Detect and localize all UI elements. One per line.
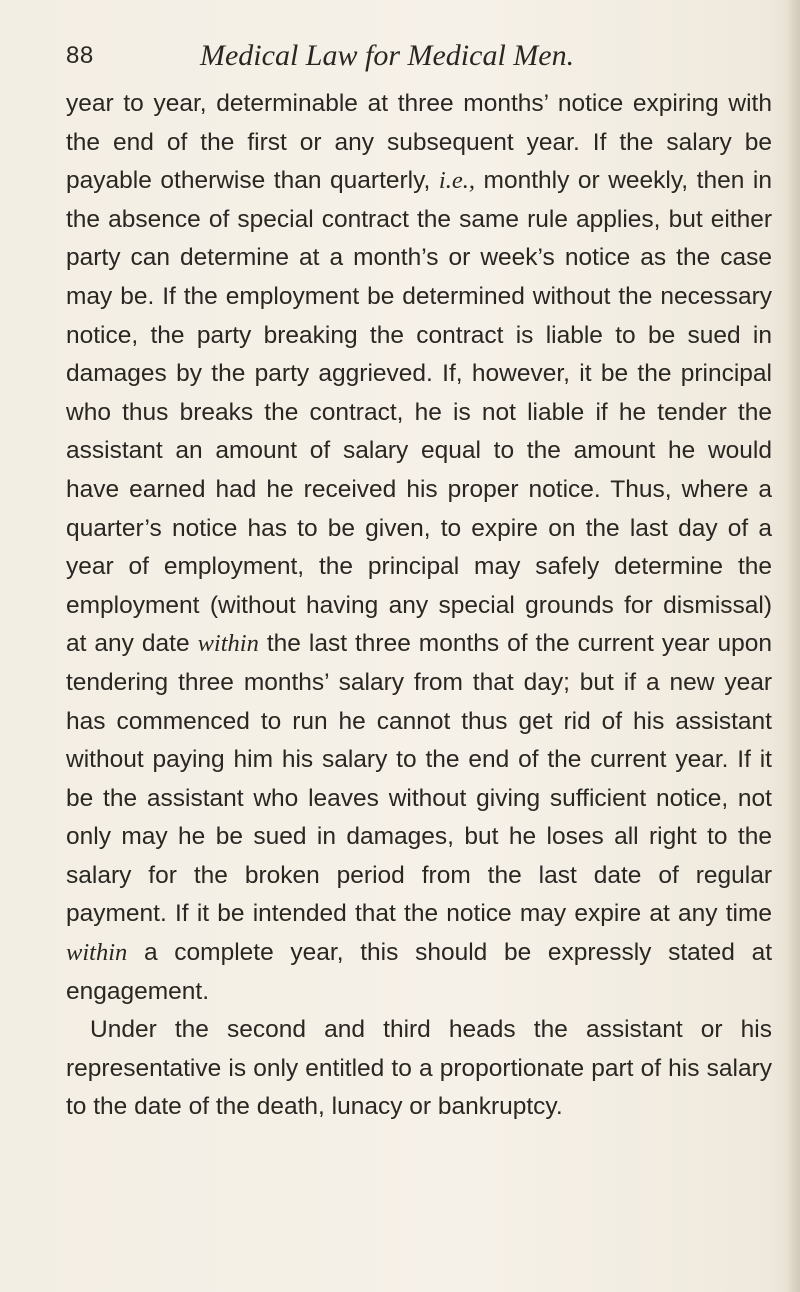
paragraph [66,85,772,1011]
text-run: monthly or weekly, then in the absence of special contract the same rule applies, but either party can determine at a month’s or week’s notice as the case may be. If the employment be determined without the necessary notice, the party breaking the contract is liable to be sued in damages by the party aggrieved. If, however, it be the principal who thus breaks the contract, he is not liable if he tender the assistant an amount of salary equal to the amount he would have earned had he received his proper notice. Thus, where a quarter’s notice has to be given, to expire on the last day of a year of employment, the principal may safely determine the employment (without having any special grounds for dismissal) at any date [66,167,772,658]
text-run: a complete year, this should be expressly stated at engagement. [66,939,772,1005]
italic-run: within [66,939,128,967]
italic-run: i.e., [438,167,475,195]
page-header [66,36,766,76]
text-run: the last three months of the current year upon tendering three months’ salary from that day; but if a new year has commenced to run he cannot thus get rid of his assistant without paying him his salary to the end of the current year. If it be the assistant who leaves without giving sufficient notice, not only may he be sued in damages, but he loses all right to the salary for the broken period from the last date of regular payment. If it be intended that the notice may expire at any time [66,630,772,928]
italic-run: within [197,630,259,658]
text-run: Under the second and third heads the assistant or his representative is only entitled to a proportionate part of his salary to the date of the death, lunacy or bankruptcy. [66,1016,772,1121]
paragraph [66,1011,772,1127]
page-edge-shadow [786,0,800,1292]
text-run: year to year, determinable at three months’ notice expiring with the end of the first or any subsequent year. If the salary be payable otherwise than quarterly, [66,90,772,195]
page-number: 88 [66,42,94,69]
body-text [66,85,772,1127]
running-title: Medical Law for Medical Men. [200,39,575,72]
